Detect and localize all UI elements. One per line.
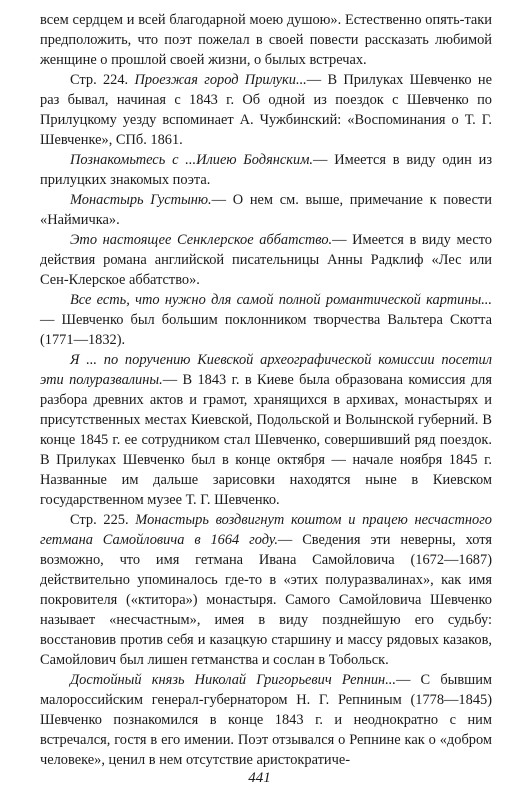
quoted-phrase: Познакомьтесь с ...Илиею Бодянским.	[70, 152, 314, 168]
paragraph-2	[40, 70, 492, 150]
quoted-phrase: Монастырь воздвигнут коштом и працею несчастного гетмана Самойловича в 1664 году.	[40, 512, 493, 548]
quoted-phrase: Монастырь Густыню.	[70, 192, 212, 208]
paragraph-body: — Имеется в виду один из прилуцких знакомых поэта.	[40, 152, 492, 188]
paragraph-body: — Имеется в виду место действия романа английской писательницы Анны Радклиф «Лес или Сен-Клерское аббатство».	[40, 232, 493, 288]
quoted-phrase: Я ... по поручению Киевской археографической комиссии посетил эти полуразвалины.	[40, 352, 492, 388]
page-reference: Стр. 225.	[70, 512, 136, 528]
quoted-phrase: Все есть, что нужно для самой полной романтической картины...	[70, 292, 492, 308]
paragraph-body: — Шевченко был большим поклонником творчества Вальтера Скотта (1771—1832).	[40, 312, 492, 348]
notes-text	[40, 10, 492, 770]
paragraph-3	[40, 150, 492, 190]
paragraph-7	[40, 350, 492, 510]
paragraph-8	[40, 510, 492, 670]
paragraph-body: — В 1843 г. в Киеве была образована комиссия для разбора древних актов и грамот, хранящихся в архивах, монастырях и присутственных местах Киевской, Подольской и Волынской губерний. В конце 1845 г. ее сотрудником стал Шевченко, совершивший ряд поездок. В Прилуках Шевченко был в конце октября — начале ноября 1845 г. Названные им дальше зарисовки находятся ныне в Киевском государственном музее Т. Г. Шевченко.	[40, 372, 492, 508]
quoted-phrase: Проезжая город Прилуки...	[134, 72, 307, 88]
paragraph-body: — С бывшим малороссийским генерал-губернатором Н. Г. Репниным (1778—1845) Шевченко познакомился в конце 1843 г. и неоднократно с ним встречался, гостя в его имении. Поэт отзывался о Репнине как о «добром человеке», ценил в нем отсутствие аристократиче-	[40, 672, 492, 768]
paragraph-body: всем сердцем и всей благодарной моею душою». Естественно опять-таки предположить, что поэт пожелал в своей повести рассказать любимой женщине о прошлой своей жизни, о былых встречах.	[40, 12, 492, 68]
quoted-phrase: Достойный князь Николай Григорьевич Репнин...	[70, 672, 396, 688]
paragraph-6	[40, 290, 492, 350]
paragraph-9	[40, 670, 492, 770]
quoted-phrase: Это настоящее Сенклерское аббатство.	[70, 232, 333, 248]
page-reference: Стр. 224.	[70, 72, 135, 88]
paragraph-body: — О нем см. выше, примечание к повести «Наймичка».	[40, 192, 493, 228]
page-number: 441	[248, 770, 271, 786]
paragraph-body: — Сведения эти неверны, хотя возможно, что имя гетмана Ивана Самойловича (1672—1687) действительно упоминалось где-то в «этих полуразвалинах», как имя покровителя («ктитора») монастыря. Самого Самойловича Шевченко называет «несчастным», имея в виду позднейшую его судьбу: восстановив против себя и казацкую старшину и массу рядовых казаков, Самойлович был лишен гетманства и сослан в Тобольск.	[40, 532, 492, 668]
paragraph-4	[40, 190, 492, 230]
paragraph-1	[40, 10, 492, 70]
paragraph-body: — В Прилуках Шевченко не раз бывал, начиная с 1843 г. Об одной из поездок с Шевченко по Прилуцкому уезду вспоминает А. Чужбинский: «Воспоминания о Т. Г. Шевченке», СПб. 1861.	[40, 72, 492, 148]
paragraph-5	[40, 230, 492, 290]
